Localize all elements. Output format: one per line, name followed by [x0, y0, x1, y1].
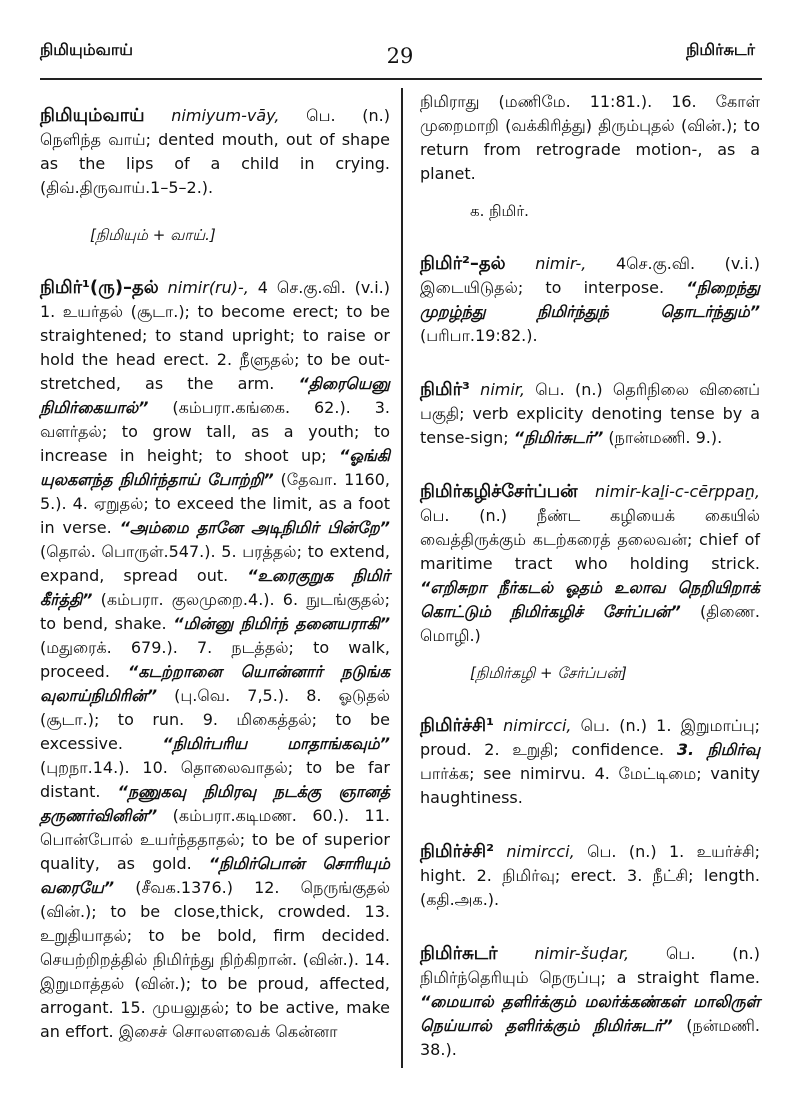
entry-nimirkazhicherppan	[420, 480, 760, 648]
sense: (பு.வெ. 7,5.). 8. ஓடுதல் (சூடா.); to run. 9. மிகைத்தல்; to be excessive.	[40, 686, 390, 753]
sense: (கம்பரா. குலமுறை.4.). 6. நுடங்குதல்; to bend, shake.	[40, 590, 390, 633]
etymology: [நிமிர்கழி + சேர்ப்பன்]	[470, 664, 627, 682]
entry-nimir-2	[420, 252, 760, 348]
transliteration: nimir-,	[505, 254, 587, 273]
sense: (தேவா. 1160, 5.). 4. ஏறுதல்; to exceed the limit, as a foot in verse.	[40, 470, 390, 537]
entry-body: பெ. (n.) நெளிந்த வாய்; dented mouth, out of shape as the lips of a child in crying. (திவ்.திருவாய்.1–5–2.).	[40, 106, 390, 197]
headword: நிமிர்¹(ரு)–தல்	[40, 277, 159, 298]
grammar: 4 செ.கு.வி. (v.i.)	[248, 278, 391, 297]
entry-body: பார்க்க; see nimirvu. 4. மேட்டிமை; vanity haughtiness.	[420, 764, 760, 807]
quote: “ஓங்கி யுலகளந்த நிமிர்ந்தாய் போற்றி”	[40, 446, 390, 489]
quote: “நிமிர்பரிய மாதாங்கவும்”	[162, 734, 390, 753]
quote: “திரையெனு நிமிர்கையால்”	[40, 374, 390, 417]
transliteration: nimir,	[469, 380, 525, 399]
left-column	[40, 90, 390, 1044]
quote: “எறிசுறா நீர்கடல் ஓதம் உலாவ நெறியிறாக் கொட்டும் நிமிர்கழிச் சேர்ப்பன்”	[420, 578, 760, 621]
entry-body: பெ. (n.) 1. உயர்ச்சி; hight. 2. நிமிர்வு; erect. 3. நீட்சி; length. (கதி.அக.).	[420, 842, 761, 909]
etymology: [நிமியும் + வாய்.]	[90, 226, 216, 244]
transliteration: nimir(ru)-,	[158, 278, 249, 297]
sense: (தொல். பொருள்.547.). 5. பரத்தல்; to extend, expand, spread out.	[40, 542, 390, 585]
headword: நிமியும்வாய்	[40, 105, 145, 126]
quote: “நிமிர்பொன் சொரியும் வரையே”	[40, 854, 391, 897]
entry-body: பெ. (n.) நிமிர்ந்தெரியும் நெருப்பு; a straight flame.	[420, 944, 760, 987]
entry-continuation: நிமிராது (மணிமே. 11:81.). 16. கோள் முறைமாறி (வக்கிரித்து) திரும்புதல் (வின்.); to return from retrograde motion-, as a planet.	[420, 92, 760, 183]
transliteration: nimiyum-vāy,	[144, 106, 280, 125]
sense: (புறநா.14.). 10. தொலைவாதல்; to be far distant.	[40, 758, 390, 801]
sense: (கம்பரா.கடிமண. 60.). 11. பொன்போல் உயர்ந்ததாதல்; to be of superior quality, as gold.	[40, 806, 390, 873]
right-guide-word: நிமிர்சுடர்	[686, 40, 755, 59]
sense: (கம்பரா.கங்கை. 62.). 3. வளர்தல்; to grow tall, as a youth; to increase in height; to shoot up;	[40, 398, 390, 465]
headword: நிமிர்³	[420, 379, 470, 400]
headword: நிமிர்²–தல்	[420, 253, 506, 274]
citation: (நான்மணி. 9.).	[603, 428, 723, 447]
quote: “உரைகுறுக நிமிர் கீர்த்தி”	[40, 566, 390, 609]
transliteration: nimircci,	[493, 842, 575, 861]
entry-nimir-1	[40, 276, 390, 1044]
cognate: க. நிமிர்.	[470, 202, 529, 220]
right-column	[420, 90, 760, 1062]
column-divider	[401, 88, 403, 1068]
quote: “மையால் தளிர்க்கும் மலர்க்கண்கள் மாலிருள் நெய்யால் தளிர்க்கும் நிமிர்சுடர்”	[420, 992, 760, 1035]
citation: (திணை. மொழி.)	[420, 602, 760, 645]
cross-reference: 3. நிமிர்வு	[676, 740, 761, 759]
entry-nimiyumvay	[40, 104, 390, 200]
entry-nimirchi-2	[420, 840, 760, 912]
header-rule	[40, 78, 762, 80]
entry-body: பெ. (n.) நீண்ட கழியைக் கையில் வைத்திருக்கும் கடற்கரைத் தலைவன்; chief of maritime tract who holding strick.	[420, 506, 760, 573]
headword: நிமிர்ச்சி²	[420, 841, 494, 862]
sense: 1. உயர்தல் (சூடா.); to become erect; to be straightened; to stand upright; to raise or hold the head erect. 2. நீளுதல்; to be out-stretched, as the arm.	[40, 302, 390, 393]
transliteration: nimircci,	[493, 716, 572, 735]
transliteration: nimir-kaḻi-c-cērppaṉ,	[577, 482, 760, 501]
quote: “நிறைந்து முறழ்ந்து நிமிர்ந்துந் தொடர்ந்தும்”	[420, 278, 760, 321]
quote: “கடற்றானை யொன்னார் நடுங்க வுலாய்நிமிரின்”	[40, 662, 390, 705]
sense: (மதுரைக். 679.). 7. நடத்தல்; to walk, proceed.	[40, 638, 390, 681]
entry-nimirsudar	[420, 942, 760, 1062]
entry-body: பெ. (n.) தெரிநிலை வினைப் பகுதி; verb explicity denoting tense by a tense-sign;	[420, 380, 761, 447]
quote: “அம்மை தானே அடிநிமிர் பின்றே”	[119, 518, 390, 537]
headword: நிமிர்ச்சி¹	[420, 715, 494, 736]
entry-nimirchi-1	[420, 714, 760, 810]
entry-body: 4செ.கு.வி. (v.i.) இடையிடுதல்; to interpose.	[420, 254, 761, 297]
headword: நிமிர்கழிச்சேர்ப்பன்	[420, 481, 578, 502]
quote: “நணுகவு நிமிரவு நடக்கு ஞானத் தருணர்வினின்”	[40, 782, 390, 825]
citation: (நன்மணி. 38.).	[420, 1016, 760, 1059]
page-number: 29	[386, 44, 414, 68]
headword: நிமிர்சுடர்	[420, 943, 498, 964]
entry-body: பெ. (n.) 1. இறுமாப்பு; proud. 2. உறுதி; confidence.	[420, 716, 760, 759]
entry-nimir-3	[420, 378, 760, 450]
citation: (பரிபா.19:82.).	[420, 326, 538, 345]
quote: “நிமிர்சுடர்”	[513, 428, 604, 447]
quote: “மின்னு நிமிர்ந் தனையராகி”	[173, 614, 390, 633]
left-guide-word: நிமியும்வாய்	[40, 40, 133, 59]
transliteration: nimir-šuḍar,	[497, 944, 630, 963]
sense: (சீவக.1376.) 12. நெருங்குதல் (வின்.); to be close,thick, crowded. 13. உறுதியாதல்; to be bold, firm decided. செயற்றிறத்தில் நிமிர்ந்து நிற்கிறான். (வின்.). 14. இறுமாத்தல் (வின்.); to be proud, affected, arrogant. 15. முயலுதல்; to be active, make an effort. இசைச் சொலளவைக் கென்னா	[40, 878, 390, 1041]
